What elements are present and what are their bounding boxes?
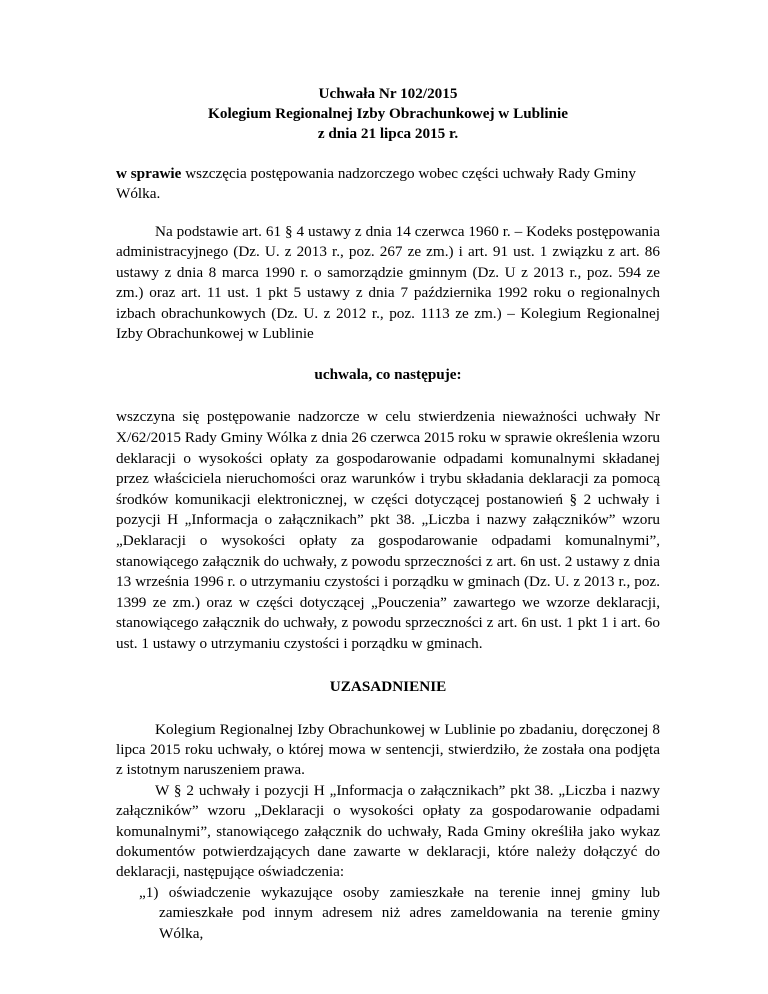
resolution-subject <box>116 164 660 204</box>
justification-heading: UZASADNIENIE <box>329 677 447 695</box>
resolution-date: z dnia 21 lipca 2015 r. <box>317 125 459 142</box>
issuing-body: Kolegium Regionalnej Izby Obrachunkowej w Lublinie <box>208 105 568 122</box>
resolution-heading: uchwala, co następuje: <box>314 366 462 384</box>
document-body <box>116 78 660 944</box>
decision-paragraph: wszczyna się postępowanie nadzorcze w celu stwierdzenia nieważności uchwały Nr X/62/2015 Rady Gminy Wólka z dnia 26 czerwca 2015 roku w sprawie określenia wzoru deklaracji o wysokości opłaty za gospodarowanie odpadami komunalnymi składanej przez właściciela nieruchomości oraz warunków i trybu składania deklaracji za pomocą środków komunikacji elektronicznej, w części dotyczącej postanowień § 2 uchwały i pozycji H „Informacja o załącznikach” pkt 38. „Liczba i nazwy załączników” wzoru „Deklaracji o wysokości opłaty za gospodarowanie odpadami komunalnymi”, stanowiącego załącznik do uchwały, z powodu sprzeczności z art. 6n ust. 2 ustawy z dnia 13 września 1996 r. o utrzymaniu czystości i porządku w gminach (Dz. U. z 2013 r., poz. 1399 ze zm.) oraz w części dotyczącej „Pouczenia” zawartego we wzorze deklaracji, stanowiącego załącznik do uchwały, z powodu sprzeczności z art. 6n ust. 1 pkt 1 i art. 6o ust. 1 ustawy o utrzymaniu czystości i porządku w gminach. <box>116 408 660 652</box>
legal-basis-paragraph: Na podstawie art. 61 § 4 ustawy z dnia 14 czerwca 1960 r. – Kodeks postępowania administracyjnego (Dz. U. z 2013 r., poz. 267 ze zm.) i art. 91 ust. 1 związku z art. 86 ustawy z dnia 8 marca 1990 r. o samorządzie gminnym (Dz. U z 2013 r., poz. 594 ze zm.) oraz art. 11 ust. 1 pkt 5 ustawy z dnia 7 października 1992 roku o regionalnych izbach obrachunkowych (Dz. U. z 2012 r., poz. 1113 ze zm.) – Kolegium Regionalnej Izby Obrachunkowej w Lublinie <box>116 223 660 343</box>
subject-text: wszczęcia postępowania nadzorczego wobec części uchwały Rady Gminy Wólka. <box>116 165 636 202</box>
resolution-number: Uchwała Nr 102/2015 <box>318 85 458 102</box>
document-title-block <box>116 84 660 144</box>
justification-paragraph-1: Kolegium Regionalnej Izby Obrachunkowej w Lublinie po zbadaniu, doręczonej 8 lipca 2015 roku uchwały, o której mowa w sentencji, stwierdziło, że została ona podjęta z istotnym naruszeniem prawa. <box>116 720 660 779</box>
justification-paragraph-2: W § 2 uchwały i pozycji H „Informacja o załącznikach” pkt 38. „Liczba i nazwy załączników” wzoru „Deklaracji o wysokości opłaty za gospodarowanie odpadami komunalnymi”, stanowiącego załącznik do uchwały, Rada Gminy określiła jako wykaz dokumentów potwierdzających dane zawarte w deklaracji, które należy dołączyć do deklaracji, następujące oświadczenia: <box>116 781 660 881</box>
subject-lead: w sprawie <box>116 165 182 182</box>
quoted-list-item-1: „1) oświadczenie wykazujące osoby zamieszkałe na terenie innej gminy lub zamieszkałe pod innym adresem niż adres zameldowania na terenie gminy Wólka, <box>139 883 660 942</box>
